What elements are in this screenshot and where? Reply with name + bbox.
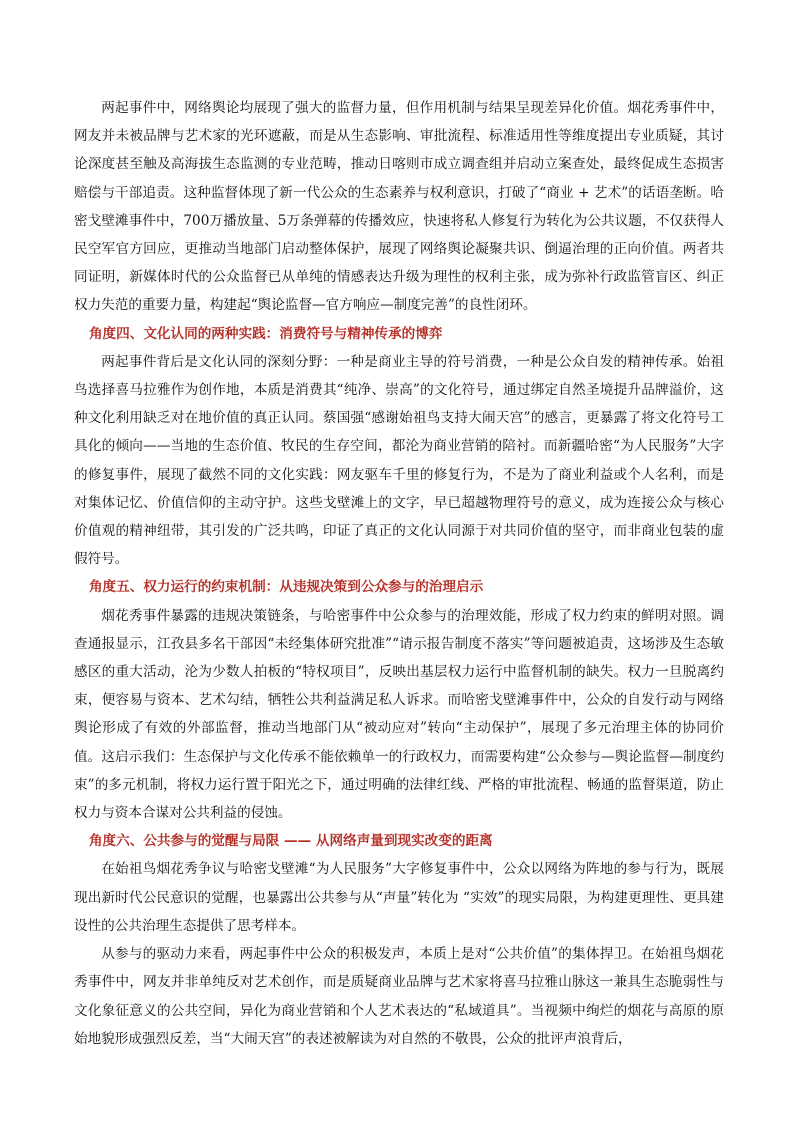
paragraph-participation-drivers: 从参与的驱动力来看，两起事件中公众的积极发声，本质上是对“公共价值”的集体捍卫。在始祖鸟烟花秀事件中，网友并非单纯反对艺术创作，而是质疑商业品牌与艺术家将喜马拉雅山脉这一兼具生态脆弱性与文化象征意义的公共空间，异化为商业营销和个人艺术表达的“私域道具”。当视频中绚烂的烟花与高原的原始地貌形成强烈反差，当“大闹天宫”的表述被解读为对自然的不敬畏，公众的批评声浪背后， (74, 946, 724, 1047)
paragraph-cultural-identity: 两起事件背后是文化认同的深刻分野：一种是商业主导的符号消费，一种是公众自发的精神传承。始祖鸟选择喜马拉雅作为创作地，本质是消费其“纯净、崇高”的文化符号，通过绑定自然圣境提升品牌溢价，这种文化利用缺乏对在地价值的真正认同。蔡国强“感谢始祖鸟支持大闹天宫”的感言，更暴露了将文化符号工具化的倾向——当地的生态价值、牧民的生存空间，都沦为商业营销的陪衬。而新疆哈密“为人民服务”大字的修复事件，展现了截然不同的文化实践：网友驱车千里的修复行为，不是为了商业利益或个人名利，而是对集体记忆、价值信仰的主动守护。这些戈壁滩上的文字，早已超越物理符号的意义，成为连接公众与核心价值观的精神纽带，其引发的广泛共鸣，印证了真正的文化认同源于对共同价值的坚守，而非商业包装的虚假符号。 (74, 353, 724, 568)
section-heading-angle-six: 角度六、公共参与的觉醒与局限 —— 从网络声量到现实改变的距离 (88, 833, 493, 850)
paragraph-power-constraint: 烟花秀事件暴露的违规决策链条，与哈密事件中公众参与的治理效能，形成了权力约束的鲜明对照。调查通报显示，江孜县多名干部因“未经集体研究批准”“请示报告制度不落实”等问题被追责，这场涉及生态敏感区的重大活动，沦为少数人拍板的“特权项目”，反映出基层权力运行中监督机制的缺失。权力一旦脱离约束，便容易与资本、艺术勾结，牺牲公共利益满足私人诉求。而哈密戈壁滩事件中，公众的自发行动与网络舆论形成了有效的外部监督，推动当地部门从“被动应对”转向“主动保护”，展现了多元治理主体的协同价值。这启示我们：生态保护与文化传承不能依赖单一的行政权力，而需要构建“公众参与—舆论监督—制度约束”的多元机制，将权力运行置于阳光之下，通过明确的法律红线、严格的审批流程、畅通的监督渠道，防止权力与资本合谋对公共利益的侵蚀。 (74, 607, 724, 822)
section-heading-angle-four: 角度四、文化认同的两种实践：消费符号与精神传承的博弈 (88, 325, 443, 342)
paragraph-public-participation-intro: 在始祖鸟烟花秀争议与哈密戈壁滩“为人民服务”大字修复事件中，公众以网络为阵地的参与行为，既展现出新时代公民意识的觉醒，也暴露出公共参与从“声量”转化为 “实效”的现实局限，为构建更理性、更具建设性的公共治理生态提供了思考样本。 (74, 861, 724, 934)
document-body (74, 94, 724, 1053)
section-heading-angle-five: 角度五、权力运行的约束机制：从违规决策到公众参与的治理启示 (88, 579, 484, 596)
paragraph-public-opinion-supervision: 两起事件中，网络舆论均展现了强大的监督力量，但作用机制与结果呈现差异化价值。烟花秀事件中，网友并未被品牌与艺术家的光环遮蔽，而是从生态影响、审批流程、标准适用性等维度提出专业质疑，其讨论深度甚至触及高海拔生态监测的专业范畴，推动日喀则市成立调查组并启动立案查处，最终促成生态损害赔偿与干部追责。这种监督体现了新一代公众的生态素养与权利意识，打破了“商业 + 艺术”的话语垄断。哈密戈壁滩事件中，700万播放量、5万条弹幕的传播效应，快速将私人修复行为转化为公共议题，不仅获得人民空军官方回应，更推动当地部门启动整体保护，展现了网络舆论凝聚共识、倒逼治理的正向价值。两者共同证明，新媒体时代的公众监督已从单纯的情感表达升级为理性的权利主张，成为弥补行政监管盲区、纠正权力失范的重要力量，构建起“舆论监督—官方响应—制度完善”的良性闭环。 (74, 100, 724, 314)
